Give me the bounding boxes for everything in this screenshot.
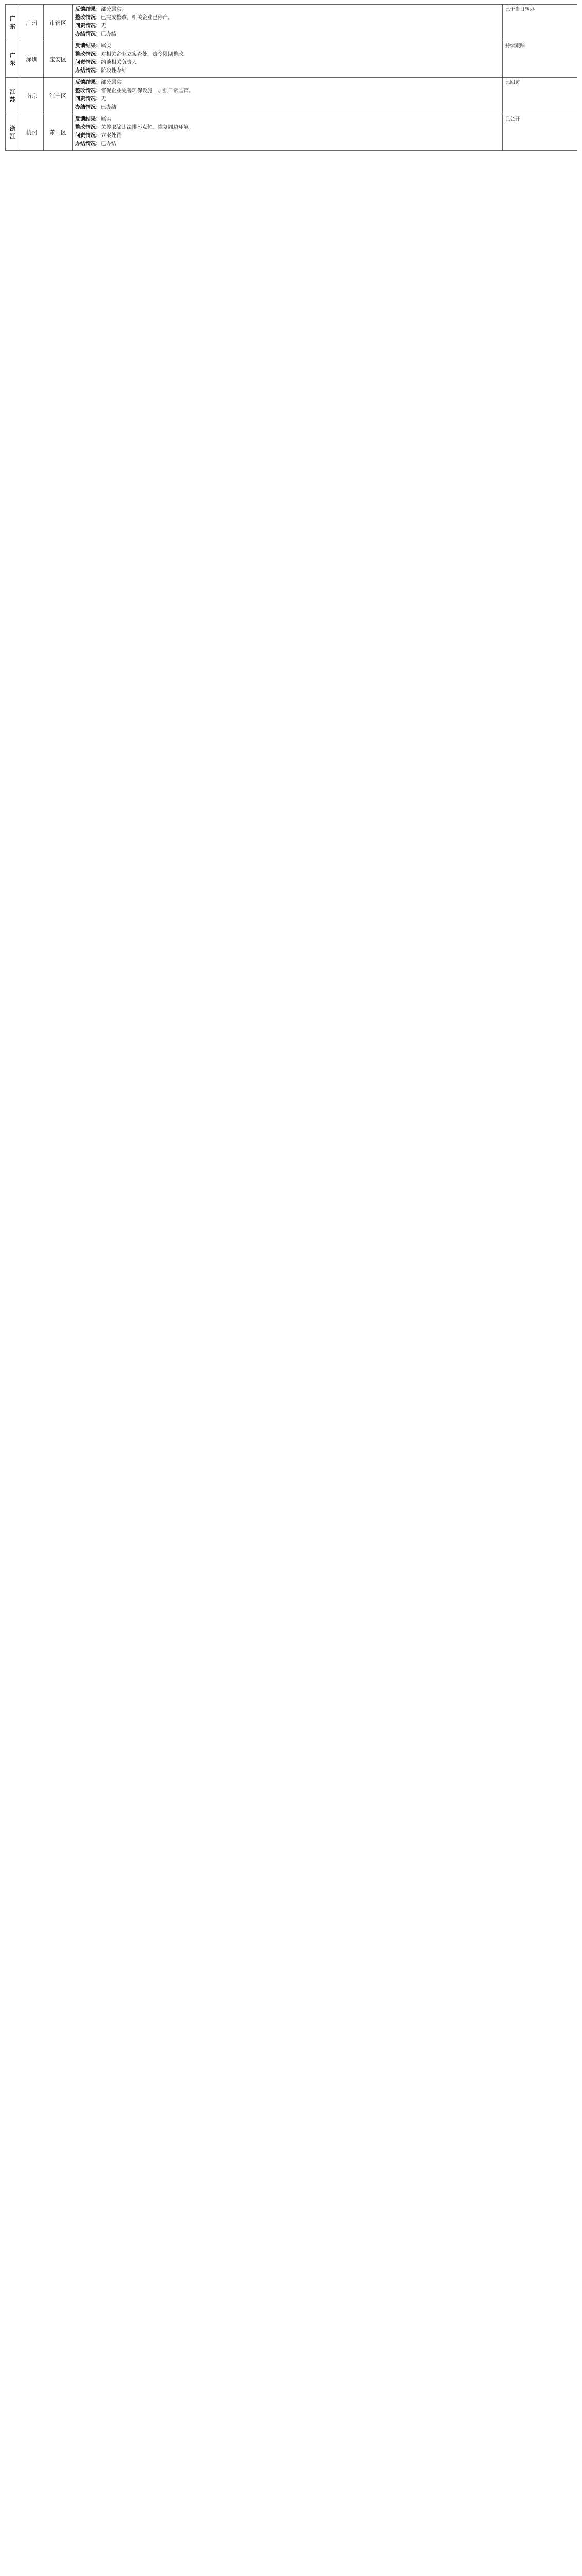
- closure-line-value: 已办结: [101, 105, 116, 110]
- punishment-line-label: 问责情况：: [75, 23, 101, 29]
- verified-line-label: 反馈结果：: [75, 7, 101, 12]
- inspection-table-body: [6, 5, 577, 151]
- county-cell: 江宁区: [44, 78, 73, 114]
- rectification-line-label: 整改情况：: [75, 125, 101, 130]
- punishment-line-value: 立案处罚: [101, 133, 122, 139]
- table-row: [6, 41, 577, 78]
- closure-line-value: 已办结: [101, 141, 116, 147]
- city-cell: 杭州: [20, 114, 44, 151]
- closure-line: [75, 67, 500, 75]
- description-cell: [73, 5, 503, 41]
- verified-line: [75, 6, 500, 13]
- note-cell: 持续跟踪: [503, 41, 577, 78]
- rectification-line-value: 关停取缔违法排污点位，恢复周边环境。: [101, 125, 194, 130]
- county-cell: 萧山区: [44, 114, 73, 151]
- punishment-line-value: 约谈相关负责人: [101, 60, 137, 65]
- province-cell: 广东: [6, 5, 20, 41]
- punishment-line-label: 问责情况：: [75, 96, 101, 102]
- province-cell: 江苏: [6, 78, 20, 114]
- verified-line-value: 部分属实: [101, 80, 122, 86]
- verified-line-value: 部分属实: [101, 7, 122, 12]
- verified-line-label: 反馈结果：: [75, 116, 101, 122]
- description-cell: [73, 114, 503, 151]
- punishment-line: [75, 132, 500, 140]
- rectification-line-value: 对相关企业立案查处，责令限期整改。: [101, 52, 189, 57]
- closure-line-value: 阶段性办结: [101, 68, 127, 74]
- rectification-line-value: 已完成整改，相关企业已停产。: [101, 15, 173, 21]
- table-row: [6, 78, 577, 114]
- punishment-line-value: 无: [101, 23, 106, 29]
- rectification-line: [75, 88, 500, 95]
- county-cell: 宝安区: [44, 41, 73, 78]
- verified-line: [75, 43, 500, 50]
- note-cell: 已公开: [503, 114, 577, 151]
- province-cell: 浙江: [6, 114, 20, 151]
- rectification-line-label: 整改情况：: [75, 15, 101, 21]
- rectification-line: [75, 51, 500, 58]
- note-cell: 已于当日转办: [503, 5, 577, 41]
- punishment-line: [75, 96, 500, 103]
- verified-line-value: 属实: [101, 43, 111, 49]
- table-row: [6, 5, 577, 41]
- rectification-line: [75, 14, 500, 22]
- verified-line-label: 反馈结果：: [75, 43, 101, 49]
- county-cell: 市辖区: [44, 5, 73, 41]
- note-cell: 已回访: [503, 78, 577, 114]
- rectification-line-label: 整改情况：: [75, 88, 101, 94]
- rectification-line-value: 督促企业完善环保设施，加强日常监管。: [101, 88, 194, 94]
- closure-line: [75, 141, 500, 148]
- rectification-line: [75, 124, 500, 131]
- city-cell: 广州: [20, 5, 44, 41]
- punishment-line-label: 问责情况：: [75, 133, 101, 139]
- closure-line-label: 办结情况：: [75, 105, 101, 110]
- verified-line-value: 属实: [101, 116, 111, 122]
- verified-line: [75, 116, 500, 123]
- closure-line-label: 办结情况：: [75, 141, 101, 147]
- closure-line: [75, 104, 500, 111]
- verified-line-label: 反馈结果：: [75, 80, 101, 86]
- punishment-line-label: 问责情况：: [75, 60, 101, 65]
- inspection-table: [5, 4, 577, 151]
- closure-line-label: 办结情况：: [75, 68, 101, 74]
- province-cell: 广东: [6, 41, 20, 78]
- punishment-line: [75, 23, 500, 30]
- description-cell: [73, 41, 503, 78]
- city-cell: 深圳: [20, 41, 44, 78]
- closure-line-value: 已办结: [101, 31, 116, 37]
- rectification-line-label: 整改情况：: [75, 52, 101, 57]
- city-cell: 南京: [20, 78, 44, 114]
- closure-line-label: 办结情况：: [75, 31, 101, 37]
- table-row: [6, 114, 577, 151]
- punishment-line-value: 无: [101, 96, 106, 102]
- description-cell: [73, 78, 503, 114]
- closure-line: [75, 31, 500, 38]
- verified-line: [75, 79, 500, 87]
- punishment-line: [75, 59, 500, 66]
